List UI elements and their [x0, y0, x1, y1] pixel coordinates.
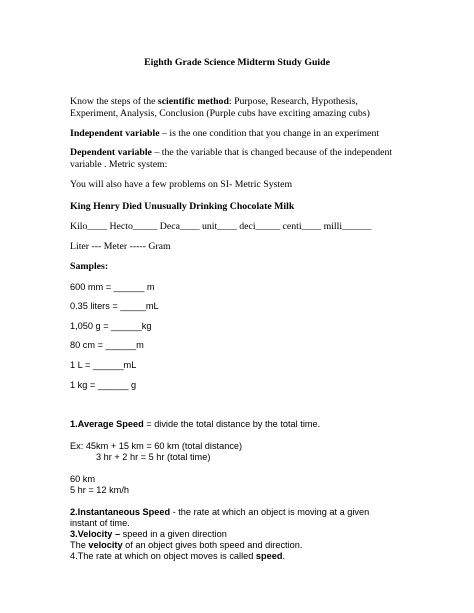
mnemonic: King Henry Died Unusually Drinking Chocolate Milk — [70, 201, 295, 212]
independent-variable-definition: – is the one condition that you change in an experiment — [159, 128, 380, 139]
example-line-2: 3 hr + 2 hr = 5 hr (total time) — [96, 452, 211, 462]
scientific-method-line-1 — [70, 96, 358, 107]
scientific-method-term: scientific method — [157, 96, 229, 107]
sample-item: 1 kg = ______ g — [70, 380, 137, 390]
text: . — [282, 551, 286, 561]
dependent-variable-definition: – the the variable that is changed because of the independent — [151, 147, 393, 158]
average-speed-term: 1.Average Speed — [70, 419, 144, 429]
text: of an object gives both speed and direction. — [122, 540, 303, 550]
instantaneous-speed-definition: - the rate at which an object is moving at a given — [170, 507, 370, 517]
sample-item: 0.35 liters = _____mL — [70, 301, 159, 311]
example-line-1: Ex: 45km + 15 km = 60 km (total distance) — [70, 441, 243, 451]
dependent-variable-line-1 — [70, 147, 392, 158]
instantaneous-speed-term: 2.Instantaneous Speed — [70, 507, 171, 517]
velocity-term: 3.Velocity – — [70, 529, 121, 539]
dependent-variable-line-2: variable . Metric system: — [70, 159, 168, 170]
samples-heading: Samples: — [70, 261, 109, 272]
scientific-method-line-2: Experiment, Analysis, Conclusion (Purple cubs have exciting amazing cubs) — [70, 108, 370, 119]
sample-item: 1 L = ______mL — [70, 360, 137, 370]
speed-line — [70, 551, 285, 562]
page-title: Eighth Grade Science Midterm Study Guide — [144, 57, 330, 68]
speed-bold: speed — [255, 551, 283, 561]
sample-item: 80 cm = ______m — [70, 340, 144, 350]
average-speed-definition: = divide the total distance by the total time. — [143, 419, 321, 429]
text: : Purpose, Research, Hypothesis, — [228, 96, 358, 107]
velocity-line — [70, 529, 227, 540]
instantaneous-speed-line-1 — [70, 507, 369, 518]
independent-variable-line — [70, 128, 379, 139]
sample-item: 1,050 g = ______kg — [70, 321, 152, 331]
instantaneous-speed-line-2: instant of time. — [70, 518, 130, 528]
text: Know the steps of the — [70, 96, 158, 107]
sample-item: 600 mm = ______ m — [70, 282, 155, 292]
text: 4.The rate at which on object moves is called — [70, 551, 256, 561]
velocity-definition: speed in a given direction — [120, 529, 227, 539]
calc-line-2: 5 hr = 12 km/h — [70, 485, 129, 495]
calc-line-1: 60 km — [70, 474, 96, 484]
velocity-bold: velocity — [88, 540, 123, 550]
text: The — [70, 540, 89, 550]
velocity-explanation — [70, 540, 302, 551]
si-note: You will also have a few problems on SI- Metric System — [70, 179, 293, 190]
prefix-list: Kilo____ Hecto_____ Deca____ unit____ deci_____ centi____ milli______ — [70, 221, 372, 232]
average-speed-line — [70, 419, 320, 430]
independent-variable-term: Independent variable — [70, 128, 160, 139]
dependent-variable-term: Dependent variable — [70, 147, 152, 158]
base-units: Liter --- Meter ----- Gram — [70, 241, 171, 252]
